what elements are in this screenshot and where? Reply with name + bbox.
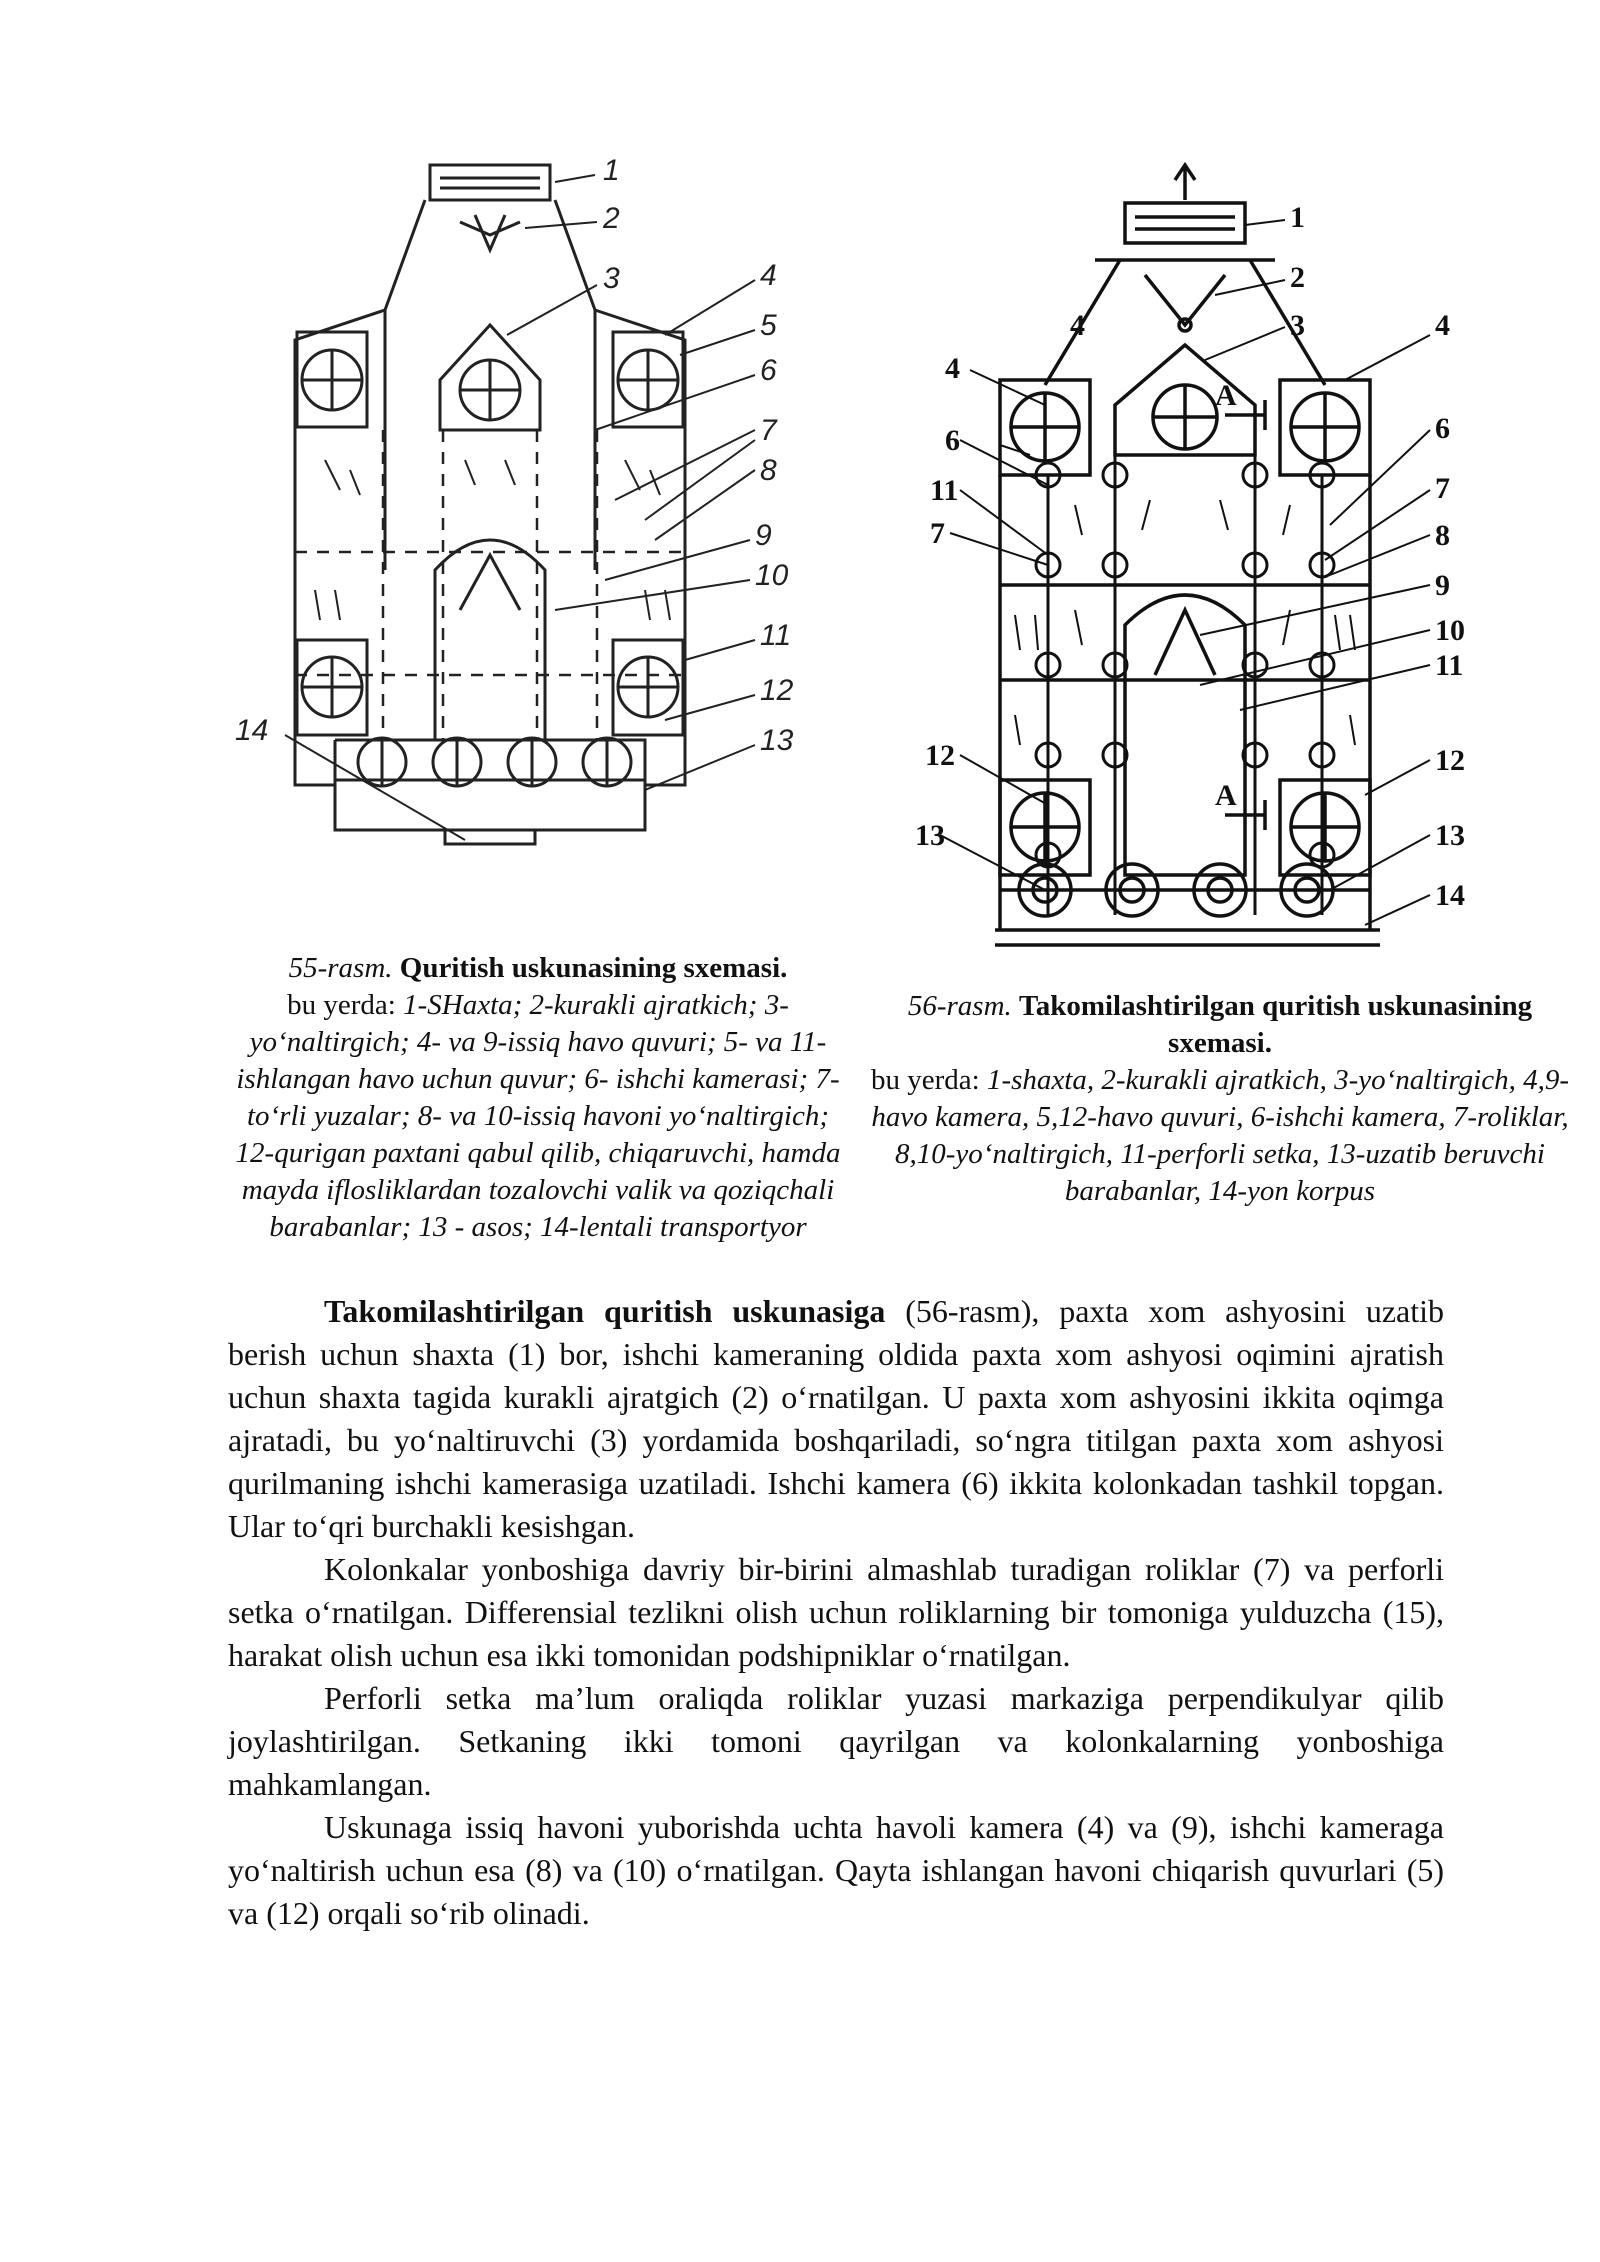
figure-56-caption	[870, 988, 1570, 1210]
figure-56-legend-lead: bu yerda:	[871, 1064, 980, 1096]
figure-55-number: 55-rasm.	[288, 952, 393, 984]
fig56-callout-3: 3	[1290, 309, 1305, 342]
fig56-callout-11: 11	[1435, 649, 1464, 682]
body-text	[228, 1290, 1444, 1935]
fig55-callout-6: 6	[760, 354, 777, 387]
fig55-callout-4: 4	[760, 259, 777, 292]
fig56-callout-11-left: 11	[930, 474, 959, 507]
fig55-callout-5: 5	[760, 309, 777, 342]
paragraph-1-lead: Takomilashtirilgan quritish uskunasiga	[324, 1293, 886, 1329]
fig56-callout-14: 14	[1435, 879, 1465, 912]
fig56-callout-10: 10	[1435, 614, 1465, 647]
fig56-callout-5: 4	[1070, 309, 1085, 342]
fig56-callout-6-left: 6	[945, 424, 960, 457]
figure-56-legend-text: 1-shaxta, 2-kurakli ajratkich, 3-yo‘naltirgich, 4,9-havo kamera, 5,12-havo quvuri, 6-ishchi kamera, 7-roliklar, 8,10-yo‘naltirgich, 11-perforli setka, 13-uzatib beruvchi barabanlar, 14-yon korpus	[871, 1064, 1569, 1207]
fig56-callout-1: 1	[1290, 201, 1305, 234]
figure-56-diagram	[870, 155, 1570, 955]
figure-56-number: 56-rasm.	[907, 990, 1012, 1022]
fig55-callout-9: 9	[755, 519, 772, 552]
fig56-callout-13-left: 13	[915, 819, 945, 852]
paragraph-3: Perforli setka ma’lum oraliqda roliklar yuzasi markaziga perpendikulyar qilib joylashtirilgan. Setkaning ikki tomoni qayrilgan va kolonkalarning yonboshiga mahkamlangan.	[228, 1680, 1444, 1802]
fig55-callout-1: 1	[603, 154, 620, 187]
figure-56-title: Takomilashtirilgan quritish uskunasining sxemasi.	[1019, 990, 1533, 1059]
fig56-callout-13: 13	[1435, 819, 1465, 852]
figure-55-svg	[225, 140, 865, 940]
fig56-callout-9: 9	[1435, 569, 1450, 602]
fig56-callout-12-left: 12	[925, 739, 955, 772]
fig56-callout-7: 7	[1435, 472, 1450, 505]
paragraph-2: Kolonkalar yonboshiga davriy bir-birini almashlab turadigan roliklar (7) va perforli setka o‘rnatilgan. Differensial tezlikni olish uchun roliklarning bir tomoniga yulduzcha (15), harakat olish uchun esa ikki tomonidan podshipniklar o‘rnatilgan.	[228, 1551, 1444, 1673]
paragraph-1-text: (56-rasm), paxta xom ashyosini uzatib berish uchun shaxta (1) bor, ishchi kameraning oldida paxta xom ashyosi oqimini ajratish uchun shaxta tagida kurakli ajratgich (2) o‘rnatilgan. U paxta xom ashyosini ikkita oqimga ajratadi, bu yo‘naltiruvchi (3) yordamida boshqariladi, so‘ngra titilgan paxta xom ashyosi qurilmaning ishchi kamerasiga uzatiladi. Ishchi kamera (6) ikkita kolonkadan tashkil topgan. Ular to‘qri burchakli kesishgan.	[228, 1293, 1445, 1544]
paragraph-1	[228, 1290, 1444, 1548]
figure-55-legend	[236, 989, 841, 1243]
fig55-callout-12: 12	[760, 674, 794, 707]
hopper-top	[1125, 203, 1245, 243]
inner-arch	[1125, 595, 1245, 875]
fig55-callout-3: 3	[603, 262, 620, 295]
separator-blades	[460, 215, 520, 250]
inner-arch	[435, 540, 545, 740]
hopper-top	[430, 165, 550, 200]
fig56-callout-2: 2	[1290, 261, 1305, 294]
fig55-callout-8: 8	[760, 454, 777, 487]
figure-55-legend-lead: bu yerda:	[287, 989, 396, 1021]
figure-55-legend-text: 1-SHaxta; 2-kurakli ajratkich; 3-yo‘naltirgich; 4- va 9-issiq havo quvuri; 5- va 11- ishlangan havo uchun quvur; 6- ishchi kamerasi; 7- to‘rli yuzalar; 8- va 10-issiq havoni yo‘naltirgich; 12-qurigan paxtani qabul qilib, chiqaruvchi, hamda mayda iflosliklardan tozalovchi valik va qoziqchali barabanlar; 13 - asos; 14-lentali transportyor	[235, 989, 841, 1243]
fig56-callout-4-left: 4	[945, 352, 960, 385]
fig55-callout-2: 2	[603, 202, 620, 235]
fig56-callout-12: 12	[1435, 744, 1465, 777]
fig55-callout-11: 11	[760, 619, 792, 652]
fig55-callout-14: 14	[235, 714, 269, 747]
fig55-callout-10: 10	[755, 559, 789, 592]
paragraph-4: Uskunaga issiq havoni yuborishda uchta havoli kamera (4) va (9), ishchi kameraga yo‘naltirish uchun esa (8) va (10) o‘rnatilgan. Qayta ishlangan havoni chiqarish quvurlari (5) va (12) orqali so‘rib olinadi.	[228, 1809, 1444, 1931]
fig56-callout-8: 8	[1435, 519, 1450, 552]
fig56-callout-6: 6	[1435, 412, 1450, 445]
fig56-section-mark-bottom: A	[1215, 779, 1237, 812]
figure-55-title: Quritish uskunasining sxemasi.	[399, 952, 788, 984]
fig56-callout-4: 4	[1435, 309, 1450, 342]
fig55-callout-13: 13	[760, 724, 794, 757]
fig56-callout-7-left: 7	[930, 517, 945, 550]
figure-55-diagram	[225, 140, 865, 940]
fig56-section-mark-top: A	[1215, 379, 1237, 412]
figure-56-legend	[871, 1064, 1569, 1207]
figure-56-svg	[870, 155, 1570, 955]
figure-55-caption	[228, 950, 848, 1246]
fig55-callout-7: 7	[760, 414, 777, 447]
